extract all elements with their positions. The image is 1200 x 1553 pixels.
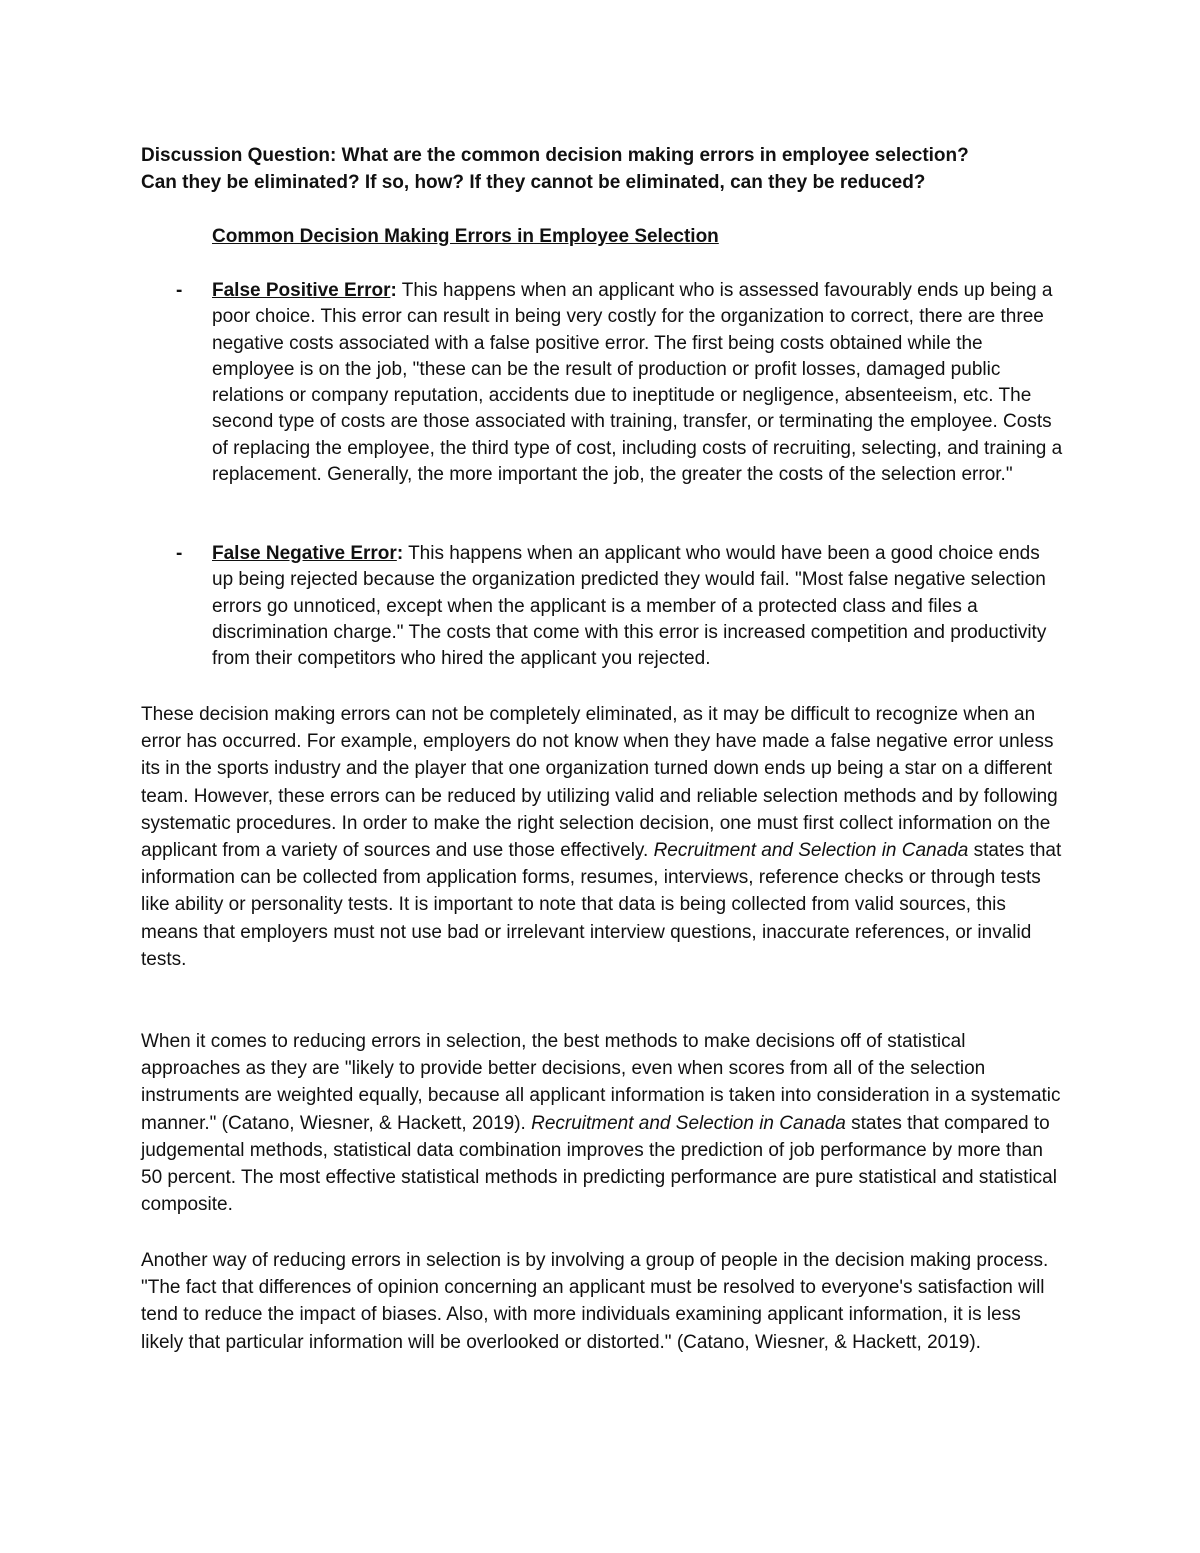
paragraph-text: When it comes to reducing errors in selection, the best methods to make decisions off of statistical approaches as they are "likely to provide better decisions, even when scores from all of the selection instruments are weighted equally, because all applicant information is taken into consideration in a systematic manner." (Catano, Wiesner, & Hackett, 2019). (141, 1031, 1061, 1134)
question-line-2: Can they be eliminated? If so, how? If they cannot be eliminated, can they be reduced? (141, 172, 926, 193)
bullet-term: False Positive Error (212, 280, 391, 301)
paragraph-group (141, 1247, 1066, 1356)
bullet-dash: - (176, 280, 183, 301)
bullet-body: This happens when an applicant who would have been a good choice ends up being rejected because the organization predicted they would fail. "Most false negative selection errors go unnoticed, except when the applicant is a member of a protected class and files a discrimination charge." The costs that come with this error is increased competition and productivity from their competitors who hired the applicant you rejected. (212, 543, 1047, 670)
bullet-dash: - (176, 543, 183, 564)
bullet-false-positive (176, 278, 1066, 488)
book-title: Recruitment and Selection in Canada (653, 840, 969, 862)
bullet-colon: : (390, 280, 397, 301)
paragraph-text: These decision making errors can not be completely eliminated, as it may be difficult to recognize when an error has occurred. For example, employers do not know when they have made a false negative error unless its in the sports industry and the player that one organization turned down ends up being a star on a different team. However, these errors can be reduced by utilizing valid and reliable selection methods and by following systematic procedures. In order to make the right selection decision, one must first collect information on the applicant from a variety of sources and use those effectively. (141, 704, 1058, 862)
paragraph-text: Another way of reducing errors in selection is by involving a group of people in the decision making process. "The fact that differences of opinion concerning an applicant must be resolved to everyone's satisfaction will tend to reduce the impact of biases. Also, with more individuals examining applicant information, it is less likely that particular information will be overlooked or distorted." (Catano, Wiesner, & Hackett, 2019). (141, 1250, 1049, 1353)
book-title: Recruitment and Selection in Canada (531, 1112, 846, 1134)
bullet-body: This happens when an applicant who is assessed favourably ends up being a poor choice. This error can result in being very costly for the organization to correct, there are three negative costs associated with a false positive error. The first being costs obtained while the employee is on the job, "these can be the result of production or profit losses, damaged public relations or company reputation, accidents due to ineptitude or negligence, absenteeism, etc. The second type of costs are those associated with training, transfer, or terminating the employee. Costs of replacing the employee, the third type of cost, including costs of recruiting, selecting, and training a replacement. Generally, the more important the job, the greater the costs of the selection error." (212, 280, 1063, 486)
bullet-term: False Negative Error (212, 543, 397, 564)
section-title: Common Decision Making Errors in Employee Selection (212, 226, 719, 247)
bullet-text (212, 278, 1066, 488)
bullet-text (212, 541, 1066, 672)
paragraph-text: states that information can be collected from application forms, resumes, interviews, reference checks or through tests like ability or personality tests. It is important to note that data is being collected from valid sources, this means that employers must not use bad or irrelevant interview questions, inaccurate references, or invalid tests. (141, 840, 1062, 970)
bullet-colon: : (396, 543, 404, 564)
discussion-question (141, 142, 1081, 196)
paragraph-elimination (141, 701, 1066, 973)
bullet-false-negative (176, 541, 1066, 672)
paragraph-text: states that compared to judgemental methods, statistical data combination improves the prediction of job performance by more than 50 percent. The most effective statistical methods in predicting performance are pure statistical and statistical composite. (141, 1112, 1057, 1216)
question-line-1: Discussion Question: What are the common decision making errors in employee selection? (141, 145, 969, 166)
paragraph-statistical (141, 1028, 1066, 1218)
